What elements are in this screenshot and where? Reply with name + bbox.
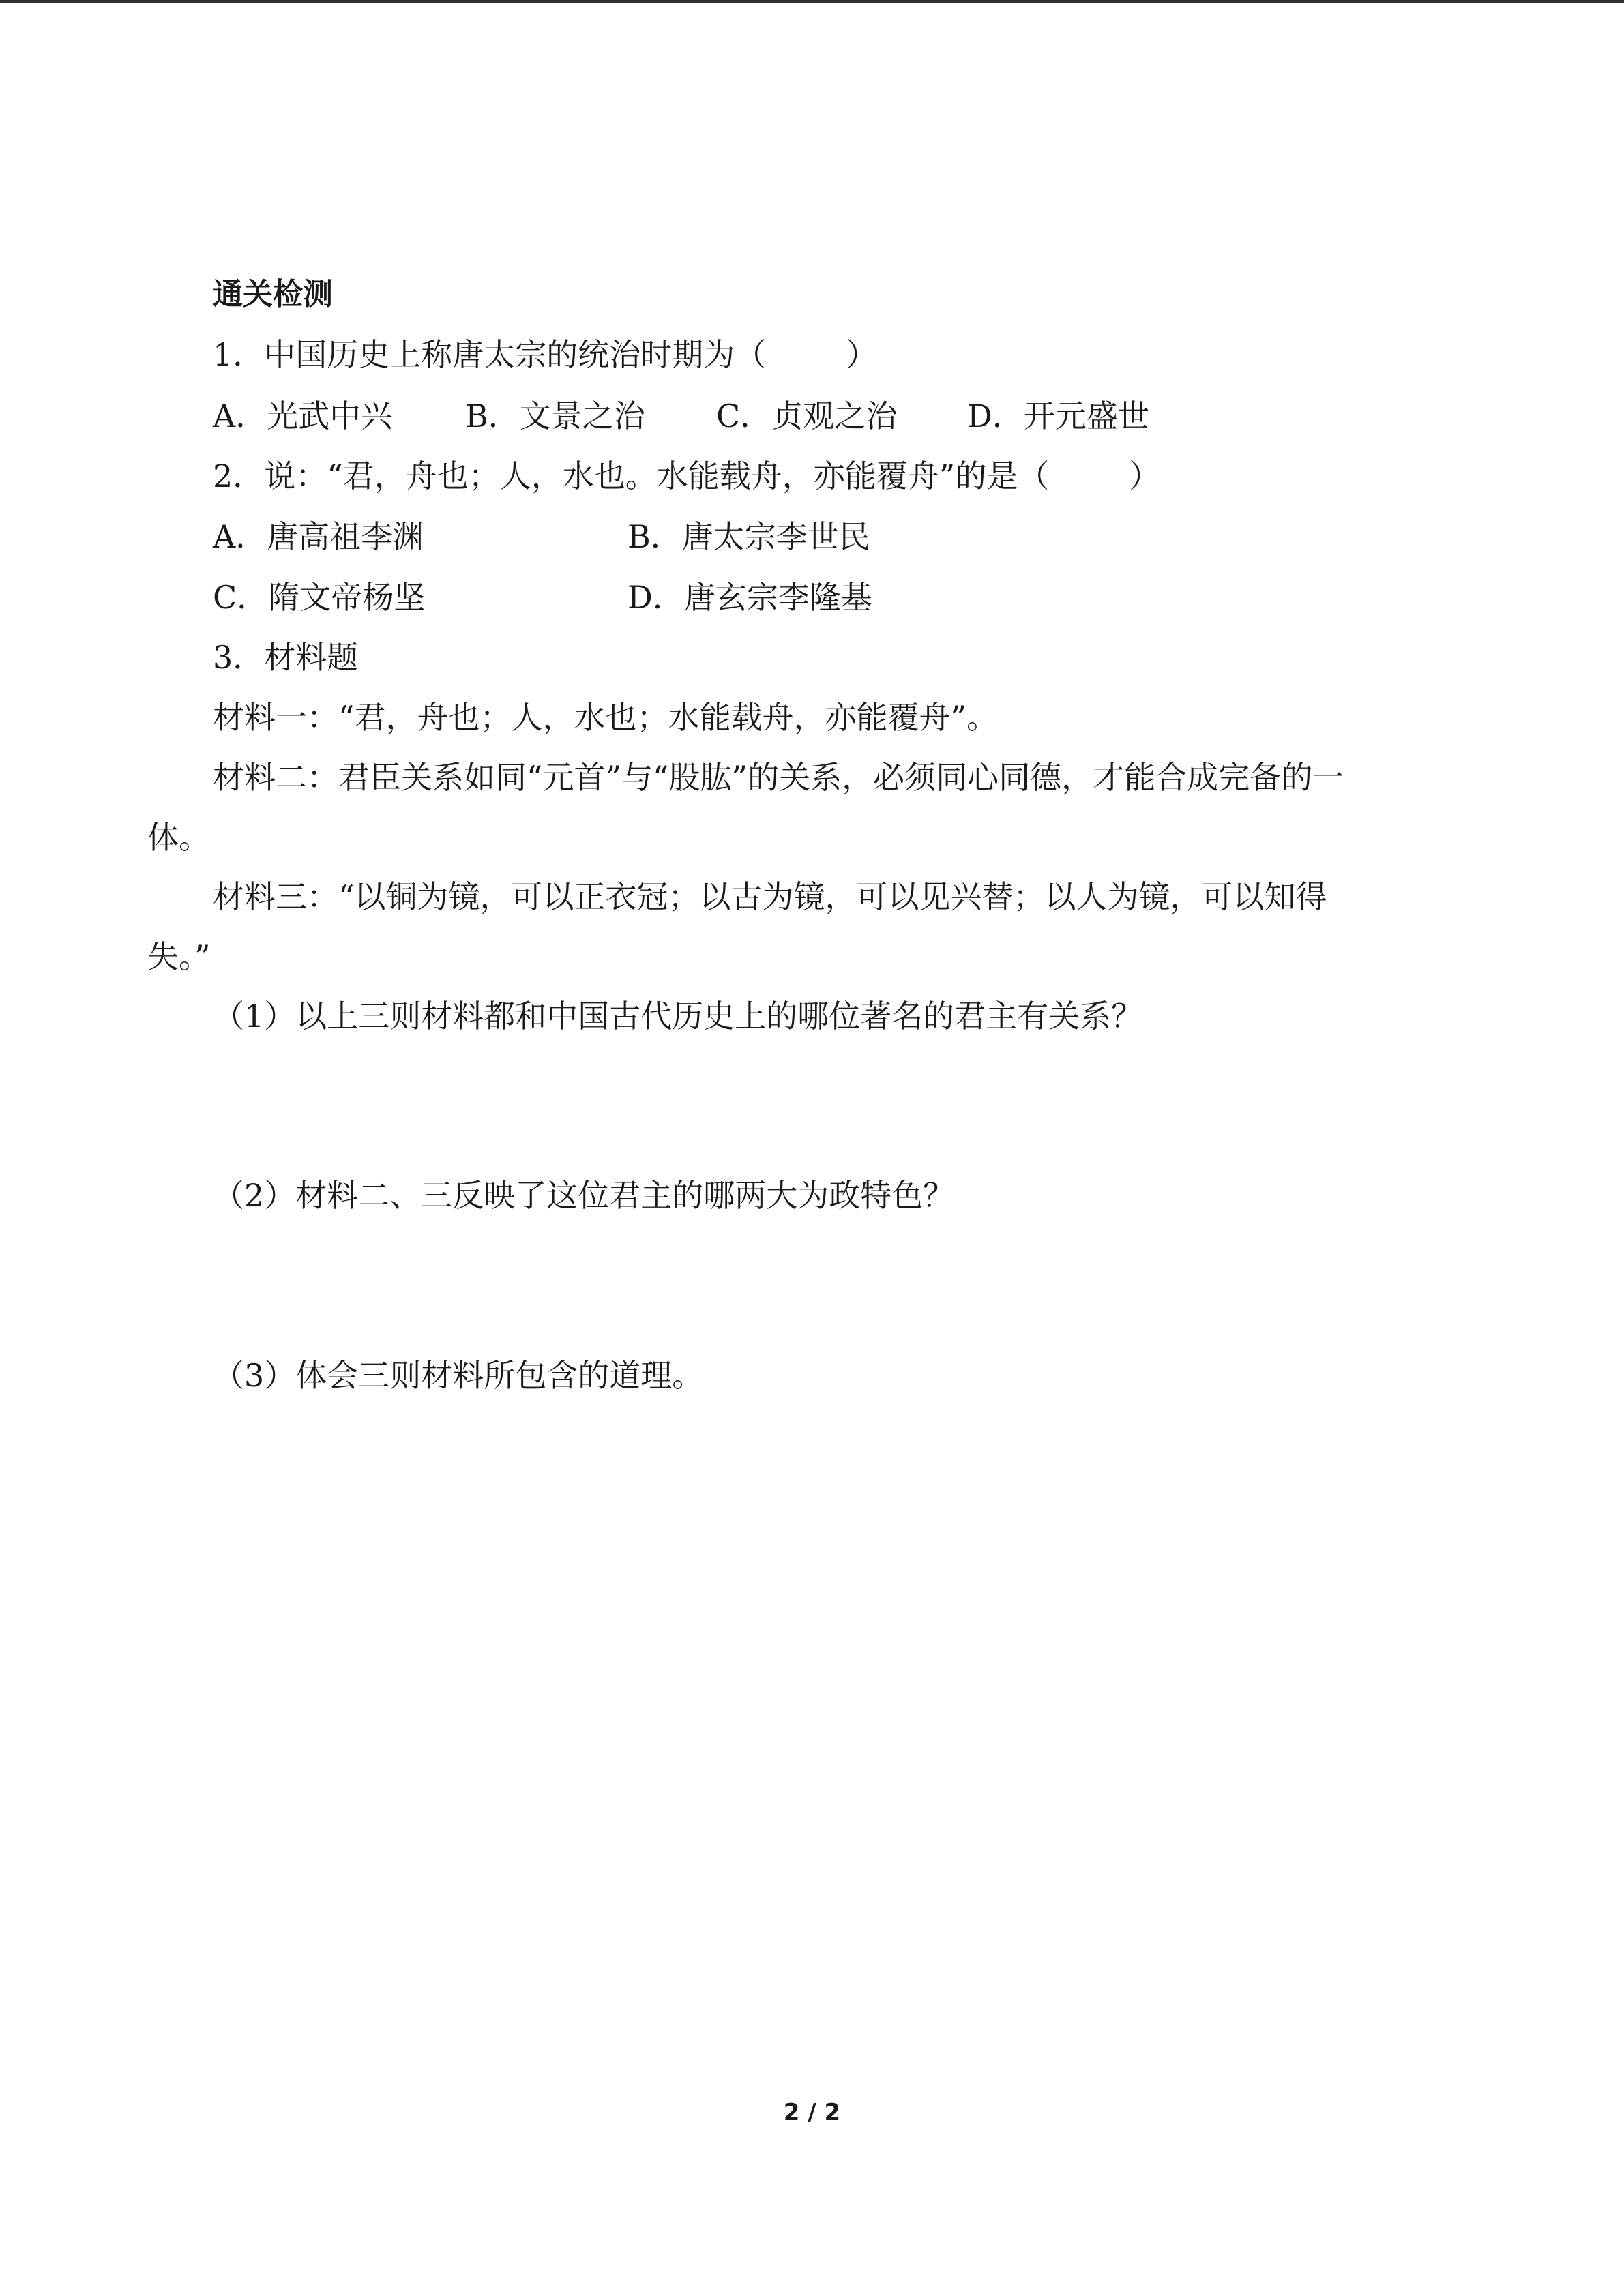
material-3-line-2: 失。” (147, 938, 211, 975)
question-3-stem: 3．材料题 (213, 639, 359, 676)
question-2-options-row-2 (213, 577, 1441, 618)
question-1-options (213, 396, 1441, 436)
question-2-option-a: A．唐高祖李渊 (213, 518, 424, 555)
material-2-line-1: 材料二：君臣关系如同“元首”与“股肱”的关系，必须同心同德，才能合成完备的一 (213, 759, 1344, 796)
question-1-option-d: D．开元盛世 (967, 398, 1149, 434)
section-title: 通关检测 (213, 277, 333, 312)
material-1: 材料一：“君，舟也；人，水也；水能载舟，亦能覆舟”。 (213, 699, 999, 736)
page-top-border (0, 0, 1624, 3)
material-3-line-1: 材料三：“以铜为镜，可以正衣冠；以古为镜，可以见兴替；以人为镜，可以知得 (213, 878, 1327, 915)
question-2-stem: 2．说：“君，舟也；人，水也。水能载舟，亦能覆舟”的是（ ） (213, 458, 1161, 494)
question-1-option-c: C．贞观之治 (716, 398, 898, 434)
question-1-option-a: A．光武中兴 (213, 398, 393, 434)
sub-question-2: （2）材料二、三反映了这位君主的哪两大为政特色？ (213, 1177, 955, 1214)
question-1-option-b: B．文景之治 (465, 398, 645, 434)
question-1-stem: 1．中国历史上称唐太宗的统治时期为（ ） (213, 336, 878, 373)
page-number: 2 / 2 (783, 2099, 841, 2126)
question-2-options-row-1 (213, 516, 1441, 557)
question-2-option-c: C．隋文帝杨坚 (213, 579, 426, 616)
material-2-line-2: 体。 (147, 819, 210, 856)
question-2-option-b: B．唐太宗李世民 (628, 518, 870, 555)
sub-question-3: （3）体会三则材料所包含的道理。 (213, 1357, 704, 1394)
sub-question-1: （1）以上三则材料都和中国古代历史上的哪位著名的君主有关系？ (213, 998, 1143, 1034)
question-2-option-d: D．唐玄宗李隆基 (628, 579, 872, 616)
